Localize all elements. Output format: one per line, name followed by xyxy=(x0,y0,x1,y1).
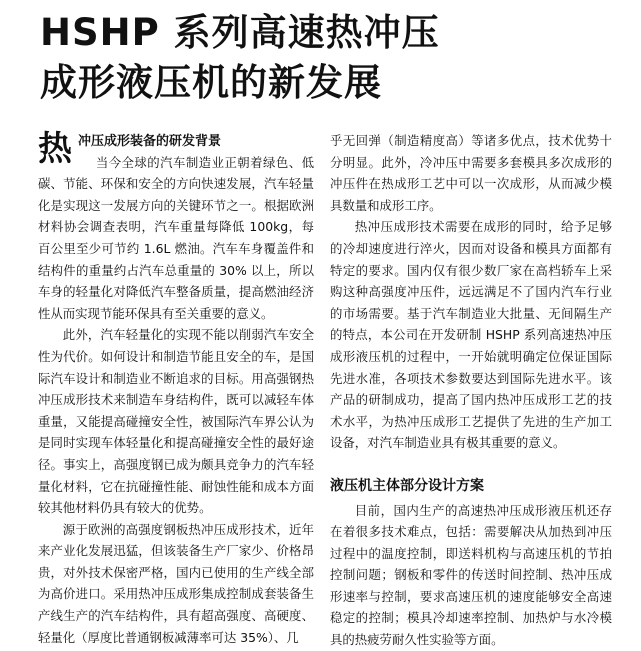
left-column xyxy=(38,130,314,648)
title-line-2: 成形液压机的新发展 xyxy=(40,61,382,104)
paragraph-3: 源于欧洲的高强度钢板热冲压成形技术，近年来产业化发展迅猛，但该装备生产厂家少、价格昂贵，对外技术保密严格，国内已使用的生产线全部为高价进口。采用热冲压成形集成控制成套装备生产线生产的汽车结构件，具有超高强度、高硬度、轻量化（厚度比普通钢板减薄率可达 35%）、几 xyxy=(38,521,314,645)
paragraph-5: 目前，国内生产的高速热冲压成形液压机还存在着很多技术难点，包括：需要解决从加热到冲压过程中的温度控制，即送料机构与高速压机的节拍控制问题；钢板和零件的传送时间控制、热冲压成形速率与控制，要求高速压机的速度能够安全高速稳定的控制；模具冷却速率控制、加热炉与水冷模具的热疲劳耐久性实验等方面。 xyxy=(330,502,612,648)
title-line-1: HSHP 系列高速热冲压 xyxy=(40,11,440,54)
paragraph-4: 热冲压成形技术需要在成形的同时，给予足够的冷却速度进行淬火，因而对设备和模具方面都有特定的要求。国内仅有很少数厂家在高档轿车上采购这种高强度冲压件，远远满足不了国内汽车行业的市场需要。基于汽车制造业大批量、无间隔生产的特点，本公司在开发研制 HSHP 系列高速热冲压成形液压机的过程中，一开始就明确定位保证国际先进水准，各项技术参数要达到国际先进水平。该产品的研制成功，提高了国内热冲压成形工艺的技术水平，为热冲压成形工艺提供了先进的生产加工设备，对汽车制造业具有极其重要的意义。 xyxy=(330,219,612,451)
drop-cap: 热 xyxy=(38,129,72,169)
section-heading-background: 冲压成形装备的研发背景 xyxy=(78,134,222,149)
paragraph-2: 此外，汽车轻量化的实现不能以削弱汽车安全性为代价。如何设计和制造节能且安全的车，是国际汽车设计和制造业不断追求的目标。用高强钢热冲压成形技术来制造车身结构件，既可以减轻车体重量，又能提高碰撞安全性，被国际汽车界公认为是同时实现车体轻量化和提高碰撞安全性的最好途径。事实上，高强度钢已成为颇具竞争力的汽车轻量化材料，它在抗碰撞性能、耐蚀性能和成本方面较其他材料仍具有较大的优势。 xyxy=(38,327,314,516)
article-title xyxy=(40,8,620,108)
paragraph-1: 当今全球的汽车制造业正朝着绿色、低碳、节能、环保和安全的方向快速发展，汽车轻量化是实现这一发展方向的关键环节之一。根据欧洲材料协会调查表明，汽车重量每降低 100kg，每百公里至少可节约 1.6L 燃油。汽车车身覆盖件和结构件的重量约占汽车总重量的 30% 以上，所以车身的轻量化对降低汽车整备质量，提高燃油经济性从而实现节能环保具有至关重要的意义。 xyxy=(38,154,314,321)
paragraph-3-continued: 乎无回弹（制造精度高）等诸多优点，技术优势十分明显。此外，冷冲压中需要多套模具多次成形的冲压件在热成形工艺中可以一次成形，从而减少模具数量和成形工序。 xyxy=(330,133,612,213)
section-heading-design: 液压机主体部分设计方案 xyxy=(330,477,484,494)
right-column xyxy=(330,130,612,651)
